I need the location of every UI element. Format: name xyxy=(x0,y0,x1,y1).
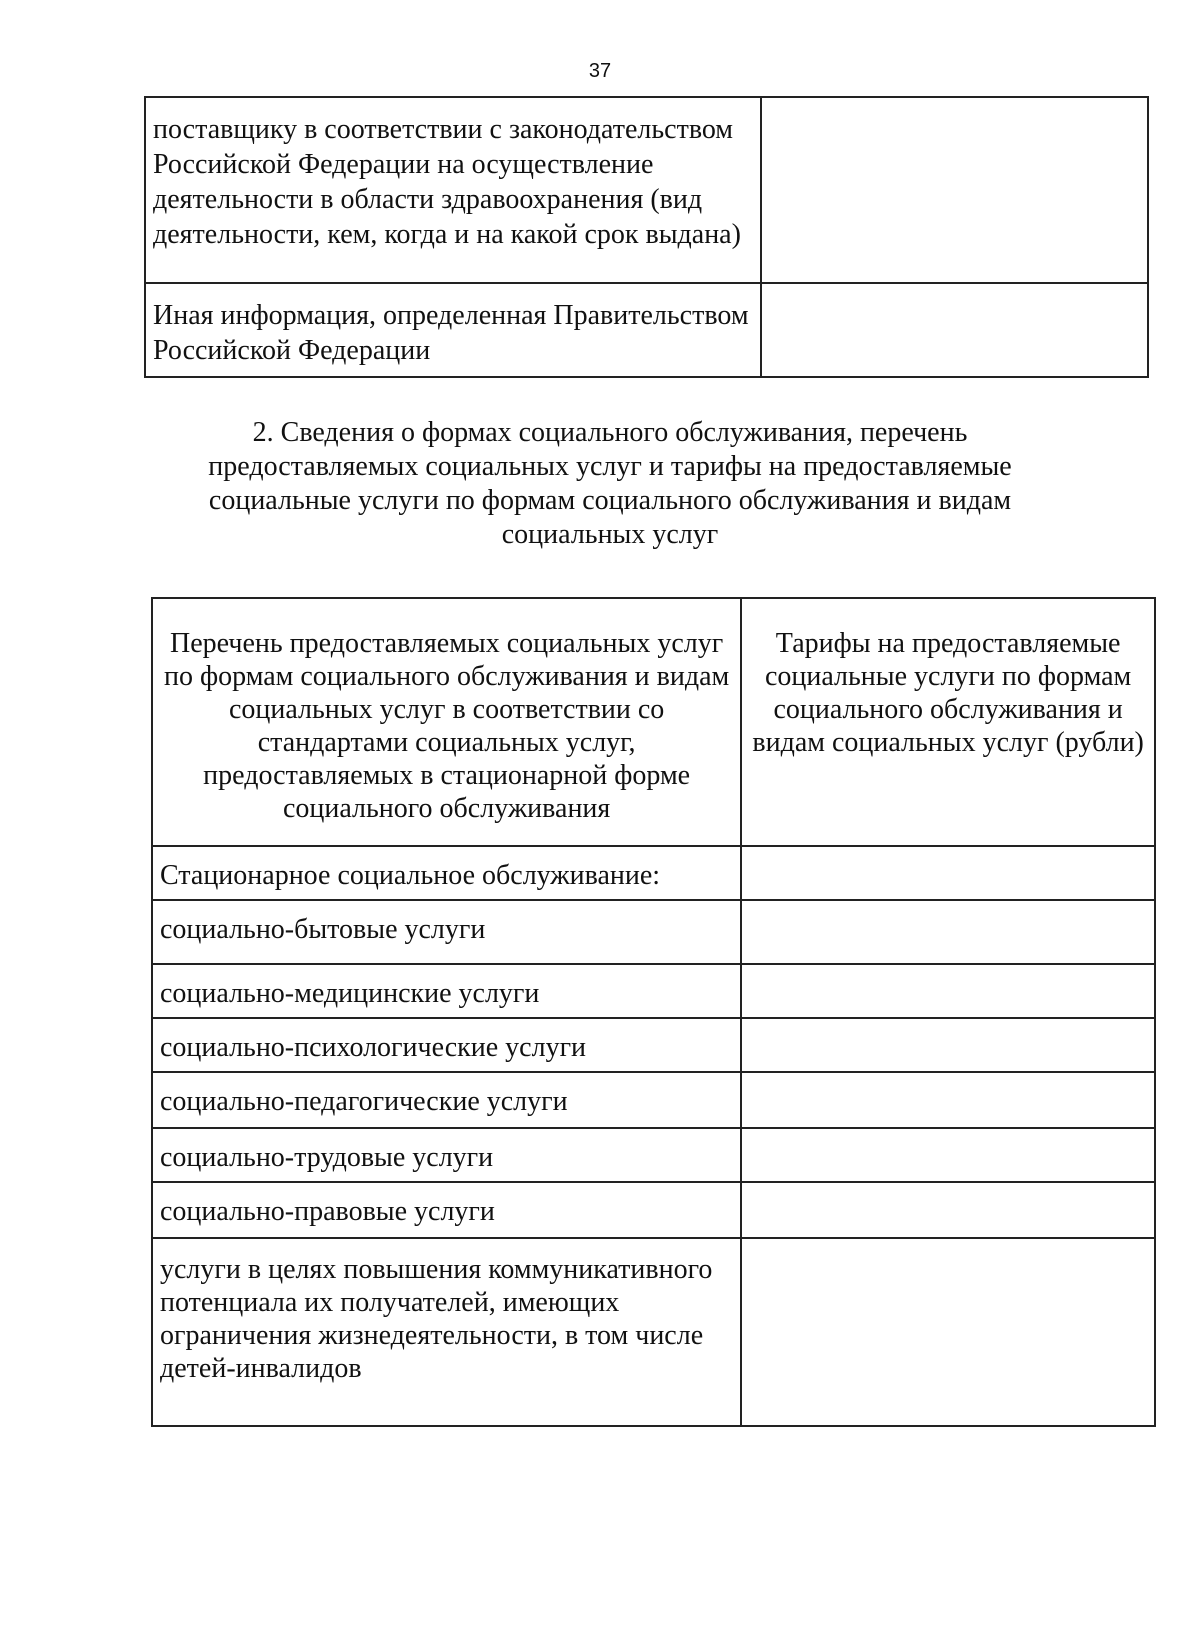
page-number: 37 xyxy=(588,60,612,82)
section-title: 2. Сведения о формах социального обслуживания, перечень предоставляемых социальных услуг и тарифы на предоставляемые социальные услуги по формам социального обслуживания и видам социальных услуг xyxy=(208,417,1012,550)
tariff-value xyxy=(741,1128,1155,1182)
service-label: социально-педагогические услуги xyxy=(152,1072,741,1128)
table-row xyxy=(152,1128,1155,1182)
table-row xyxy=(152,900,1155,964)
row-label: поставщику в соответствии с законодательством Российской Федерации на осуществление деятельности в области здравоохранения (вид деятельности, кем, когда и на какой срок выдана) xyxy=(145,97,761,283)
service-label: социально-психологические услуги xyxy=(152,1018,741,1072)
table-row xyxy=(145,97,1148,283)
service-label: социально-медицинские услуги xyxy=(152,964,741,1018)
provider-info-table xyxy=(144,96,1149,378)
row-value xyxy=(761,283,1148,377)
service-label: Стационарное социальное обслуживание: xyxy=(152,846,741,900)
table-row xyxy=(152,964,1155,1018)
service-label: социально-бытовые услуги xyxy=(152,900,741,964)
tariff-value xyxy=(741,1182,1155,1238)
tariff-value xyxy=(741,1018,1155,1072)
service-label: социально-трудовые услуги xyxy=(152,1128,741,1182)
tariff-value xyxy=(741,1072,1155,1128)
services-tariffs-table xyxy=(151,597,1156,1427)
table-row xyxy=(145,283,1148,377)
tariff-value xyxy=(741,964,1155,1018)
tariff-value xyxy=(741,1238,1155,1426)
row-label: Иная информация, определенная Правительством Российской Федерации xyxy=(145,283,761,377)
service-label: услуги в целях повышения коммуникативного потенциала их получателей, имеющих ограничения жизнедеятельности, в том числе детей-инвалидов xyxy=(152,1238,741,1426)
tariff-value xyxy=(741,900,1155,964)
tariff-value xyxy=(741,846,1155,900)
table-row xyxy=(152,1238,1155,1426)
table-header-row xyxy=(152,598,1155,846)
table-row xyxy=(152,1182,1155,1238)
service-label: социально-правовые услуги xyxy=(152,1182,741,1238)
column-header-tariffs: Тарифы на предоставляемые социальные услуги по формам социального обслуживания и видам социальных услуг (рубли) xyxy=(741,598,1155,846)
column-header-services: Перечень предоставляемых социальных услуг по формам социального обслуживания и видам социальных услуг в соответствии со стандартами социальных услуг, предоставляемых в стационарной форме социального обслуживания xyxy=(152,598,741,846)
table-row xyxy=(152,1072,1155,1128)
table-row xyxy=(152,846,1155,900)
row-value xyxy=(761,97,1148,283)
table-row xyxy=(152,1018,1155,1072)
